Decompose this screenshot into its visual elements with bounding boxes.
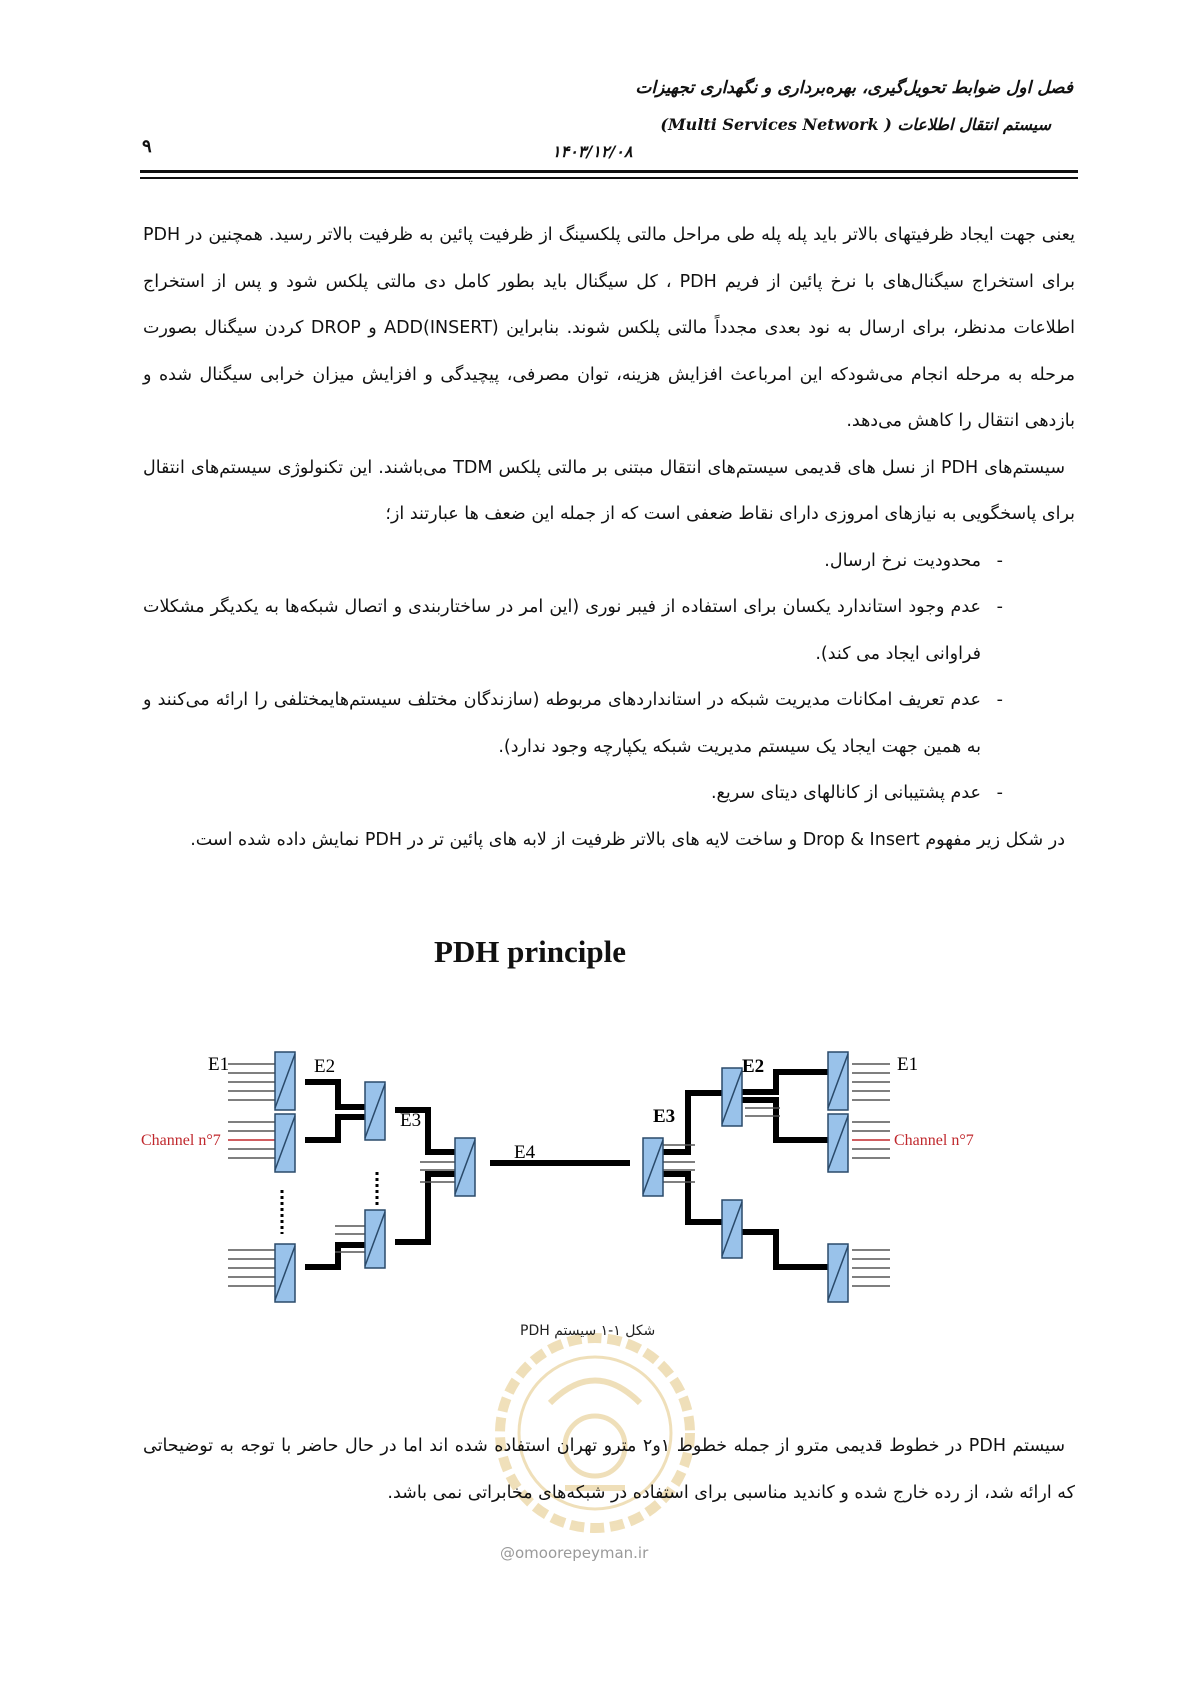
bullet-dash: -	[996, 597, 1003, 617]
bullet-dash: -	[996, 783, 1003, 803]
chapter-title: فصل اول ضوابط تحویل‌گیری، بهره‌برداری و نگهداری تجهیزات	[635, 78, 1073, 98]
bullet-item	[143, 770, 1075, 817]
bullet-text: عدم تعریف امکانات مدیریت شبکه در استانداردهای مربوطه (سازندگان مختلف سیستم‌هایمختلفی را ارائه می‌کنند و به همین جهت ایجاد یک سیستم مدیریت شبکه یکپارچه وجود ندارد).	[143, 690, 981, 757]
e2-link	[742, 1100, 828, 1140]
mux-block	[722, 1200, 742, 1258]
mux-block	[828, 1244, 848, 1302]
bullet-text: عدم پشتیبانی از کانالهای دیتای سریع.	[710, 783, 981, 803]
bullet-text: عدم وجود استاندارد یکسان برای استفاده از فیبر نوری (این امر در ساختاربندی و اتصال شبکه‌ها به یکدیگر مشکلات فراوانی ایجاد می کند).	[143, 597, 981, 664]
e3-link	[395, 1174, 460, 1242]
label-e3-right: E3	[653, 1106, 676, 1127]
mux-block	[275, 1244, 295, 1302]
paragraph-4: سیستم PDH در خطوط قدیمی مترو از جمله خطوط ۱و۲ مترو تهران استفاده شده اند اما در حال حاضر با توجه به توضیحاتی که ارائه شد، از رده خارج شده و کاندید مناسبی برای استفاده در شبکه‌های مخابراتی نمی باشد.	[143, 1436, 1075, 1503]
label-e1-left: E1	[208, 1054, 230, 1075]
header-rule-thin	[140, 177, 1078, 179]
document-subtitle: سیستم انتقال اطلاعات ( Multi Services Network)	[660, 115, 1051, 134]
mux-block	[365, 1210, 385, 1268]
mux-block	[275, 1052, 295, 1110]
label-channel-left: Channel n°7	[141, 1132, 221, 1149]
label-channel-right: Channel n°7	[894, 1132, 974, 1149]
mux-block	[455, 1138, 475, 1196]
figure-caption: شکل ۱-۱ سیستم PDH	[520, 1323, 656, 1339]
mux-block	[828, 1114, 848, 1172]
mux-block	[275, 1114, 295, 1172]
e3-link	[658, 1174, 722, 1222]
paragraph-3: در شکل زیر مفهوم Drop & Insert و ساخت لایه های بالاتر ظرفیت از لابه های پائین تر در PDH نمایش داده شده است.	[190, 829, 1065, 850]
label-e2-left: E2	[314, 1056, 336, 1077]
page-number: ۹	[142, 136, 152, 157]
mux-block	[643, 1138, 663, 1196]
bullet-text: محدودیت نرخ ارسال.	[824, 550, 981, 571]
e2-link	[742, 1232, 828, 1267]
pdh-diagram	[130, 1000, 1030, 1320]
label-e2-right: E2	[742, 1056, 765, 1077]
paragraph-1: یعنی جهت ایجاد ظرفیتهای بالاتر باید پله پله طی مراحل مالتی پلکسینگ از ظرفیت پائین به ظرفیت بالاتر رسید. همچنین در PDH برای استخراج سیگنال‌های با نرخ پائین از فریم PDH ، کل سیگنال باید بطور کامل دی مالتی پلکس شود و پس از استخراج اطلاعات مدنظر، برای ارسال به نود بعدی مجدداً مالتی پلکس شوند. بنابراین ADD(INSERT) و DROP کردن سیگنال بصورت مرحله به مرحله انجام می‌شودکه این امرباعث افزایش هزینه، توان مصرفی، پیچیدگی و افزایش میزان خرابی سیگنال شده و بازدهی انتقال را کاهش می‌دهد.	[143, 225, 1075, 431]
body-text	[143, 212, 1075, 863]
mux-block	[828, 1052, 848, 1110]
bullet-dash: -	[996, 690, 1003, 710]
label-e3-left: E3	[400, 1110, 422, 1131]
mux-block	[722, 1068, 742, 1126]
document-date: ۱۴۰۳/۱۲/۰۸	[552, 142, 633, 161]
label-e4: E4	[514, 1142, 536, 1163]
closing-paragraph	[143, 1423, 1075, 1516]
figure-title: PDH principle	[433, 934, 627, 969]
watermark-site: @omoorepeyman.ir	[500, 1544, 649, 1562]
bullet-item	[143, 584, 1075, 677]
mux-block	[365, 1082, 385, 1140]
paragraph-2: سیستم‌های PDH از نسل های قدیمی سیستم‌های انتقال مبتنی بر مالتی پلکس TDM می‌باشند. این تکنولوژی سیستم‌های انتقال برای پاسخگویی به نیازهای امروزی دارای نقاط ضعفی است که از جمله این ضعف ها عبارتند از؛	[143, 457, 1075, 524]
bullet-item	[143, 538, 1075, 585]
bullet-dash: -	[996, 550, 1003, 571]
label-e1-right: E1	[897, 1054, 919, 1075]
header-rule-thick	[140, 170, 1078, 173]
bullet-item	[143, 677, 1075, 770]
